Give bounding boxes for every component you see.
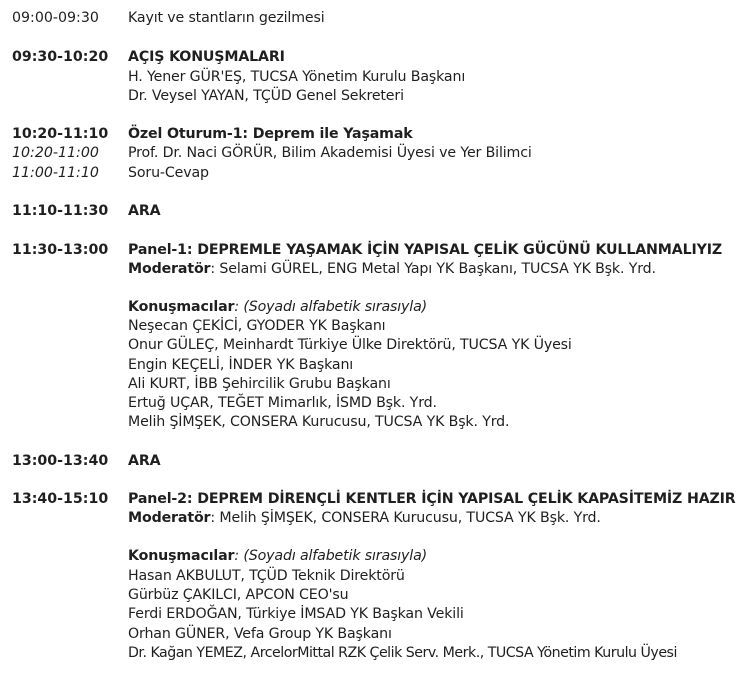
time-slot: 13:40-15:10 (12, 491, 109, 507)
session-title: AÇIŞ KONUŞMALARI (128, 49, 285, 65)
schedule-row (0, 201, 738, 221)
speaker-line: Hasan AKBULUT, TÇÜD Teknik Direktörü (128, 568, 405, 584)
speaker-line: Dr. Veysel YAYAN, TÇÜD Genel Sekreteri (128, 88, 404, 104)
speaker-line: Gürbüz ÇAKILCI, APCON CEO'su (128, 587, 349, 603)
schedule-row (0, 47, 738, 67)
speakers-header (0, 297, 738, 317)
schedule-row (0, 489, 738, 509)
time-slot: 13:00-13:40 (12, 453, 109, 469)
schedule-row (0, 240, 738, 260)
speakers-label: Konuşmacılar (128, 299, 235, 315)
speakers-note: : (Soyadı alfabetik sırasıyla) (234, 548, 428, 564)
panel-title: Panel-2: DEPREM DİRENÇLİ KENTLER İÇİN YAPISAL ÇELİK KAPASİTEMİZ HAZIR (128, 491, 736, 507)
speaker-line: Orhan GÜNER, Vefa Group YK Başkanı (128, 626, 392, 642)
speakers-header (0, 546, 738, 566)
speaker-line: Melih ŞİMŞEK, CONSERA Kurucusu, TUCSA YK Bşk. Yrd. (128, 414, 510, 430)
sub-row (0, 163, 738, 183)
time-slot: 10:20-11:10 (12, 126, 109, 142)
schedule-row (0, 451, 738, 471)
schedule-row (0, 8, 738, 28)
moderator-label: Moderatör (128, 510, 211, 526)
speaker-line: Ferdi ERDOĞAN, Türkiye İMSAD YK Başkan Vekili (128, 606, 464, 622)
speaker-line: Onur GÜLEÇ, Meinhardt Türkiye Ülke Direktörü, TUCSA YK Üyesi (128, 337, 572, 353)
sub-time-slot: 11:00-11:10 (12, 165, 99, 181)
speaker-line: Engin KEÇELİ, İNDER YK Başkanı (128, 357, 354, 373)
session-title: ARA (128, 453, 161, 469)
sub-row (0, 143, 738, 163)
speaker-line: Ali KURT, İBB Şehircilik Grubu Başkanı (128, 376, 391, 392)
sub-time-slot: 10:20-11:00 (12, 145, 99, 161)
speaker-line: H. Yener GÜR'EŞ, TUCSA Yönetim Kurulu Başkanı (128, 69, 466, 85)
speaker-line: Ertuğ UÇAR, TEĞET Mimarlık, İSMD Bşk. Yrd. (128, 395, 437, 411)
sub-text: Prof. Dr. Naci GÖRÜR, Bilim Akademisi Üyesi ve Yer Bilimci (128, 145, 532, 161)
sub-text: Soru-Cevap (128, 165, 209, 181)
moderator-line (0, 259, 738, 279)
speaker-line: Dr. Kağan YEMEZ, ArcelorMittal RZK Çelik Serv. Merk., TUCSA Yönetim Kurulu Üyesi (128, 645, 677, 661)
moderator-text: : Selami GÜREL, ENG Metal Yapı YK Başkanı, TUCSA YK Bşk. Yrd. (210, 261, 656, 277)
speakers-note: : (Soyadı alfabetik sırasıyla) (234, 299, 428, 315)
panel-title: Panel-1: DEPREMLE YAŞAMAK İÇİN YAPISAL ÇELİK GÜCÜNÜ KULLANMALIYIZ (128, 242, 722, 258)
moderator-line (0, 508, 738, 528)
schedule-row (0, 124, 738, 144)
time-slot: 09:30-10:20 (12, 49, 109, 65)
moderator-text: : Melih ŞİMŞEK, CONSERA Kurucusu, TUCSA YK Bşk. Yrd. (210, 510, 601, 526)
moderator-label: Moderatör (128, 261, 211, 277)
speaker-line: Neşecan ÇEKİCİ, GYODER YK Başkanı (128, 318, 386, 334)
time-slot: 09:00-09:30 (12, 10, 99, 26)
time-slot: 11:10-11:30 (12, 203, 109, 219)
session-text: Kayıt ve stantların gezilmesi (128, 10, 325, 26)
speakers-label: Konuşmacılar (128, 548, 235, 564)
session-title: ARA (128, 203, 161, 219)
time-slot: 11:30-13:00 (12, 242, 109, 258)
session-title: Özel Oturum-1: Deprem ile Yaşamak (128, 126, 413, 142)
